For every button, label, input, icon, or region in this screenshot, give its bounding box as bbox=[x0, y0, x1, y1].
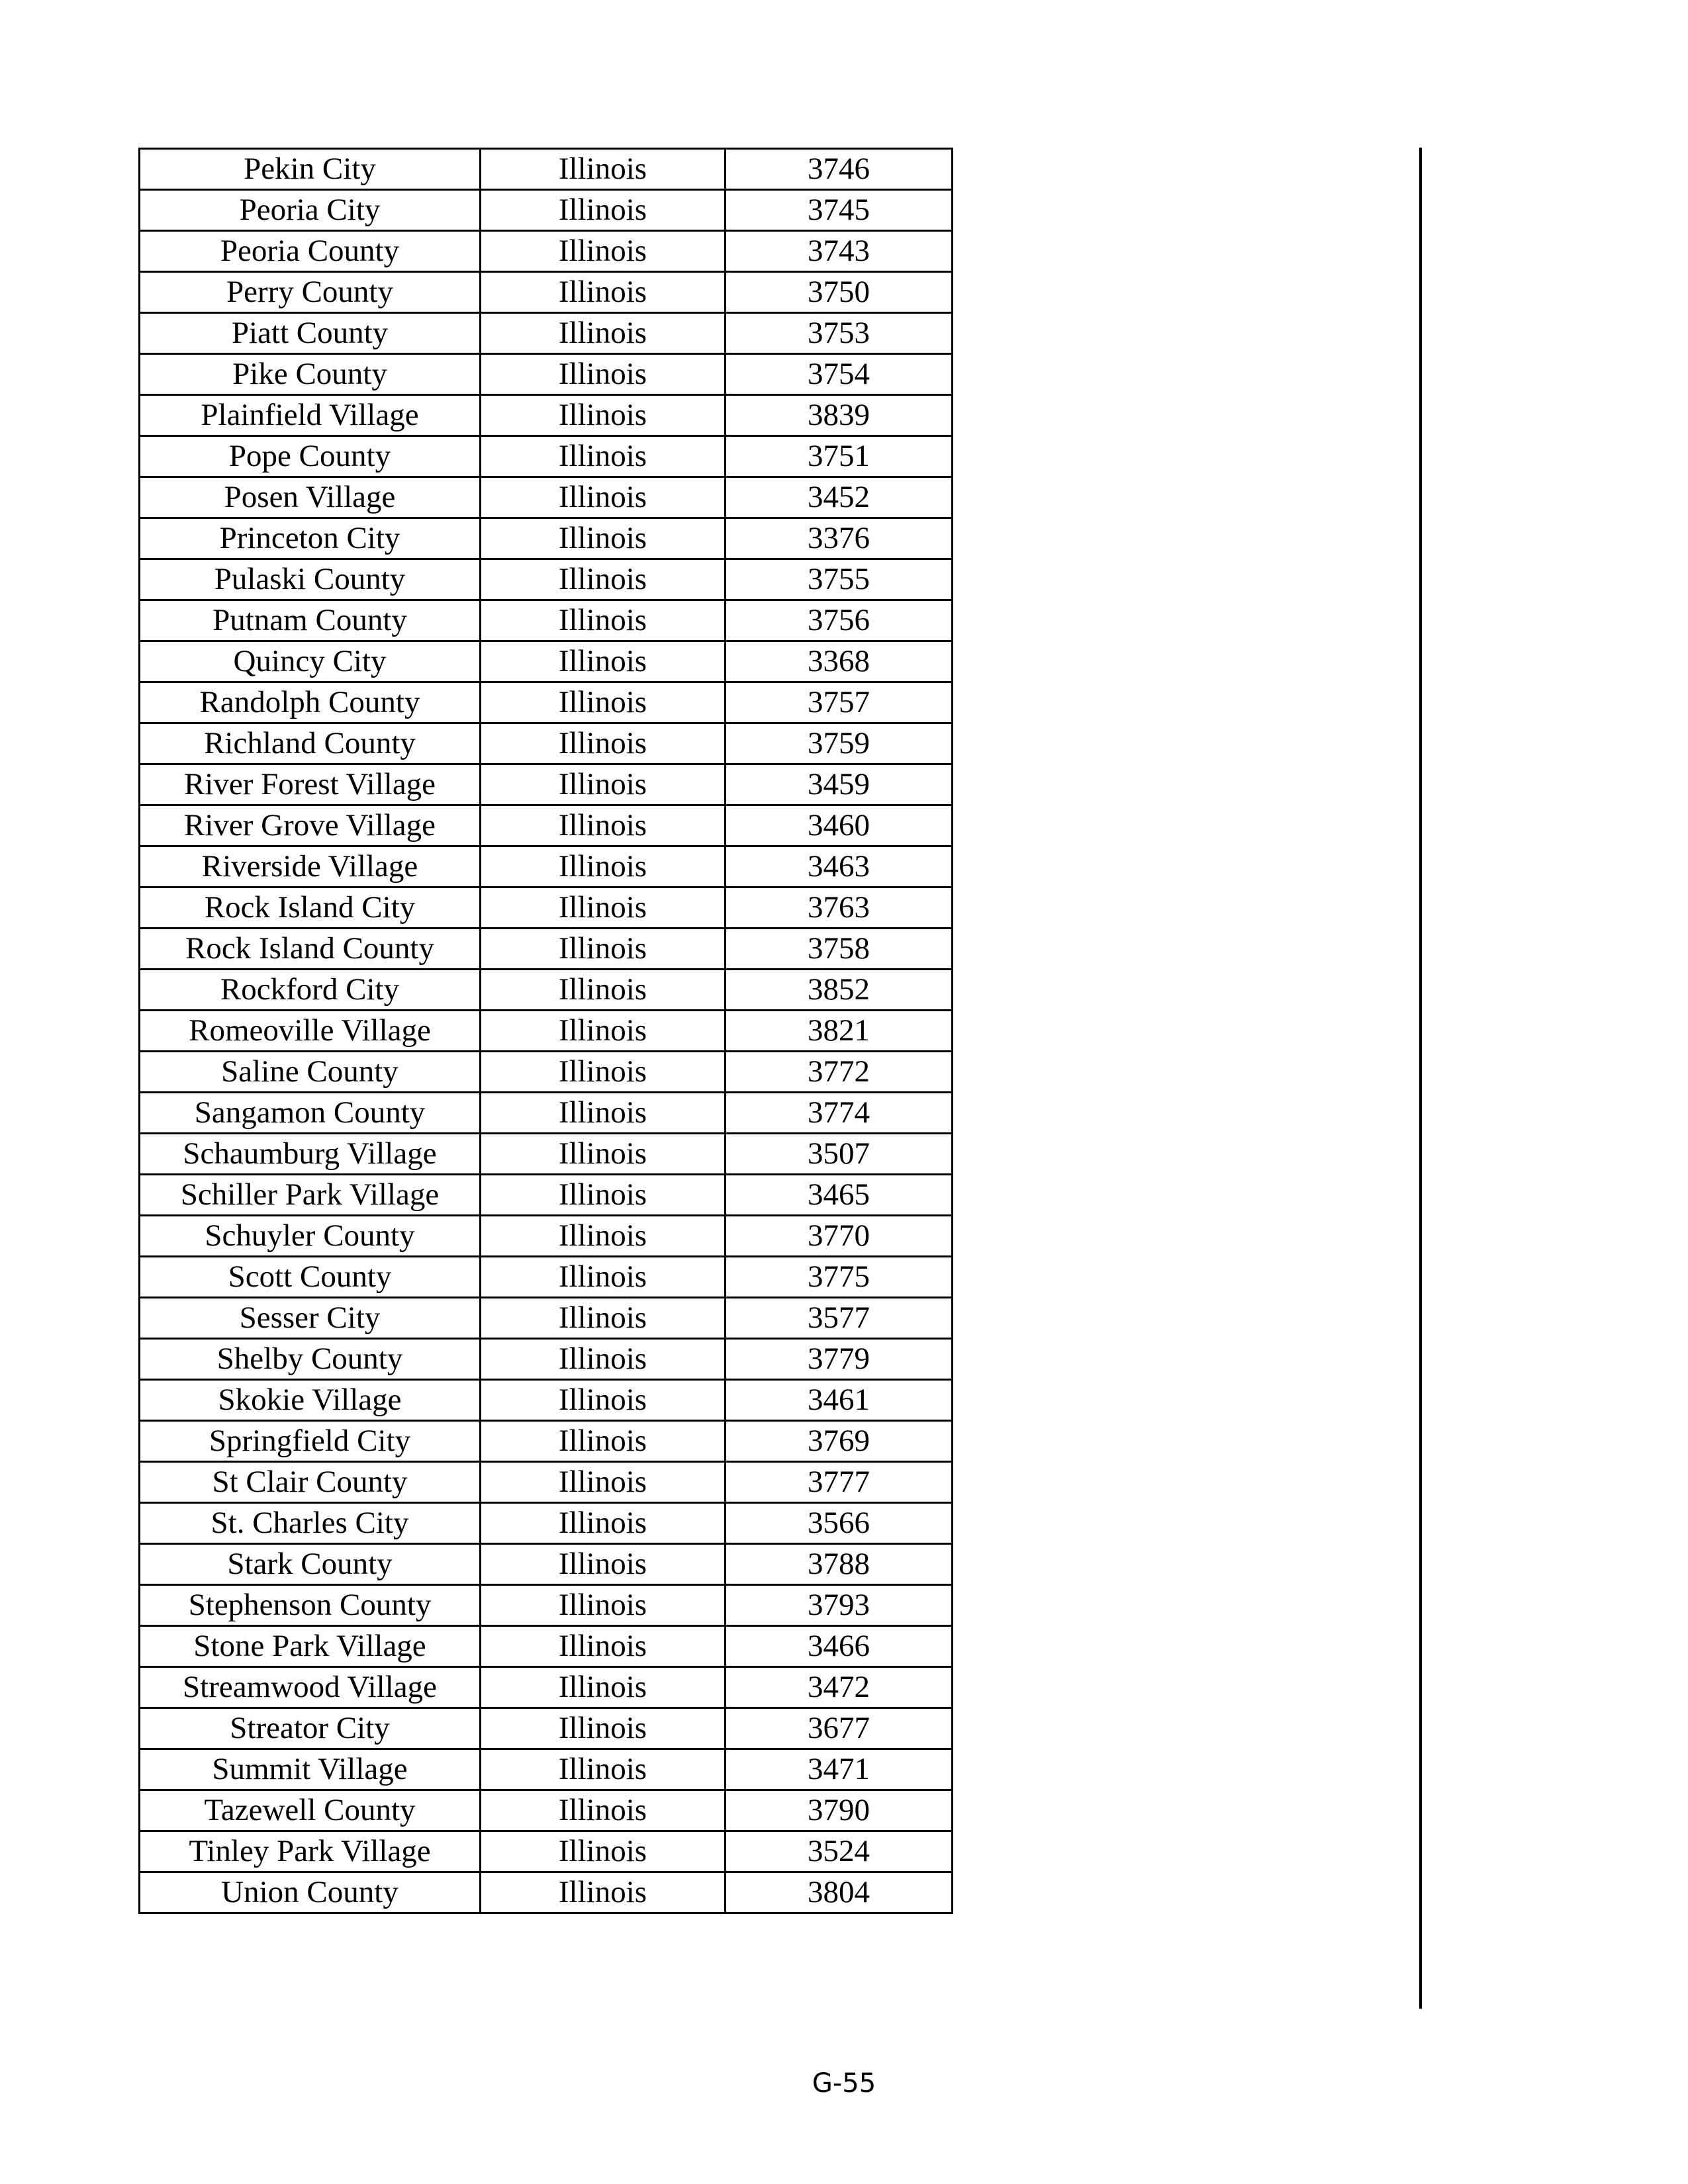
table-row bbox=[140, 1257, 953, 1298]
state-cell: Illinois bbox=[481, 518, 726, 559]
code-cell: 3471 bbox=[726, 1749, 953, 1790]
table-row bbox=[140, 1667, 953, 1708]
state-cell: Illinois bbox=[481, 1093, 726, 1134]
jurisdiction-name-cell: Pope County bbox=[140, 436, 481, 477]
state-cell: Illinois bbox=[481, 272, 726, 313]
code-cell: 3757 bbox=[726, 682, 953, 723]
state-cell: Illinois bbox=[481, 1462, 726, 1503]
state-cell: Illinois bbox=[481, 846, 726, 887]
table-row bbox=[140, 1790, 953, 1831]
jurisdiction-name-cell: Springfield City bbox=[140, 1421, 481, 1462]
state-cell: Illinois bbox=[481, 1052, 726, 1093]
code-cell: 3507 bbox=[726, 1134, 953, 1175]
code-cell: 3466 bbox=[726, 1626, 953, 1667]
code-cell: 3745 bbox=[726, 190, 953, 231]
right-vertical-rule bbox=[1419, 148, 1422, 2009]
jurisdiction-table bbox=[138, 148, 953, 1914]
code-cell: 3452 bbox=[726, 477, 953, 518]
code-cell: 3777 bbox=[726, 1462, 953, 1503]
state-cell: Illinois bbox=[481, 190, 726, 231]
code-cell: 3779 bbox=[726, 1339, 953, 1380]
code-cell: 3463 bbox=[726, 846, 953, 887]
table-row bbox=[140, 149, 953, 190]
jurisdiction-name-cell: Romeoville Village bbox=[140, 1011, 481, 1052]
jurisdiction-name-cell: Schuyler County bbox=[140, 1216, 481, 1257]
jurisdiction-name-cell: River Grove Village bbox=[140, 805, 481, 846]
code-cell: 3472 bbox=[726, 1667, 953, 1708]
state-cell: Illinois bbox=[481, 354, 726, 395]
jurisdiction-name-cell: Princeton City bbox=[140, 518, 481, 559]
table-row bbox=[140, 1503, 953, 1544]
state-cell: Illinois bbox=[481, 970, 726, 1011]
code-cell: 3750 bbox=[726, 272, 953, 313]
jurisdiction-name-cell: Rock Island City bbox=[140, 887, 481, 929]
jurisdiction-name-cell: Sangamon County bbox=[140, 1093, 481, 1134]
code-cell: 3793 bbox=[726, 1585, 953, 1626]
table-row bbox=[140, 559, 953, 600]
state-cell: Illinois bbox=[481, 1872, 726, 1913]
jurisdiction-name-cell: Randolph County bbox=[140, 682, 481, 723]
state-cell: Illinois bbox=[481, 1380, 726, 1421]
code-cell: 3459 bbox=[726, 764, 953, 805]
state-cell: Illinois bbox=[481, 559, 726, 600]
code-cell: 3751 bbox=[726, 436, 953, 477]
state-cell: Illinois bbox=[481, 600, 726, 641]
jurisdiction-name-cell: Tinley Park Village bbox=[140, 1831, 481, 1872]
code-cell: 3763 bbox=[726, 887, 953, 929]
table-row bbox=[140, 477, 953, 518]
code-cell: 3465 bbox=[726, 1175, 953, 1216]
jurisdiction-name-cell: Pike County bbox=[140, 354, 481, 395]
state-cell: Illinois bbox=[481, 723, 726, 764]
code-cell: 3566 bbox=[726, 1503, 953, 1544]
jurisdiction-name-cell: Riverside Village bbox=[140, 846, 481, 887]
table-row bbox=[140, 1831, 953, 1872]
table-row bbox=[140, 1298, 953, 1339]
jurisdiction-name-cell: Putnam County bbox=[140, 600, 481, 641]
code-cell: 3368 bbox=[726, 641, 953, 682]
state-cell: Illinois bbox=[481, 1749, 726, 1790]
table-row bbox=[140, 190, 953, 231]
jurisdiction-name-cell: Streator City bbox=[140, 1708, 481, 1749]
code-cell: 3376 bbox=[726, 518, 953, 559]
table-row bbox=[140, 1175, 953, 1216]
state-cell: Illinois bbox=[481, 1544, 726, 1585]
jurisdiction-name-cell: Scott County bbox=[140, 1257, 481, 1298]
state-cell: Illinois bbox=[481, 887, 726, 929]
state-cell: Illinois bbox=[481, 764, 726, 805]
code-cell: 3758 bbox=[726, 929, 953, 970]
table-row bbox=[140, 231, 953, 272]
code-cell: 3769 bbox=[726, 1421, 953, 1462]
state-cell: Illinois bbox=[481, 1667, 726, 1708]
code-cell: 3460 bbox=[726, 805, 953, 846]
table-row bbox=[140, 1626, 953, 1667]
table-row bbox=[140, 887, 953, 929]
jurisdiction-name-cell: Union County bbox=[140, 1872, 481, 1913]
code-cell: 3852 bbox=[726, 970, 953, 1011]
table-row bbox=[140, 600, 953, 641]
table-row bbox=[140, 1380, 953, 1421]
table-row bbox=[140, 1134, 953, 1175]
state-cell: Illinois bbox=[481, 1626, 726, 1667]
jurisdiction-name-cell: St. Charles City bbox=[140, 1503, 481, 1544]
jurisdiction-name-cell: Richland County bbox=[140, 723, 481, 764]
jurisdiction-name-cell: Pekin City bbox=[140, 149, 481, 190]
table-row bbox=[140, 1585, 953, 1626]
state-cell: Illinois bbox=[481, 1708, 726, 1749]
jurisdiction-name-cell: Skokie Village bbox=[140, 1380, 481, 1421]
jurisdiction-name-cell: Schiller Park Village bbox=[140, 1175, 481, 1216]
state-cell: Illinois bbox=[481, 1216, 726, 1257]
table-row bbox=[140, 1093, 953, 1134]
state-cell: Illinois bbox=[481, 1298, 726, 1339]
table-row bbox=[140, 313, 953, 354]
jurisdiction-name-cell: Perry County bbox=[140, 272, 481, 313]
table-row bbox=[140, 1708, 953, 1749]
code-cell: 3790 bbox=[726, 1790, 953, 1831]
jurisdiction-table-body bbox=[140, 149, 953, 1913]
state-cell: Illinois bbox=[481, 641, 726, 682]
jurisdiction-name-cell: Stark County bbox=[140, 1544, 481, 1585]
jurisdiction-name-cell: Tazewell County bbox=[140, 1790, 481, 1831]
state-cell: Illinois bbox=[481, 395, 726, 436]
table-row bbox=[140, 1052, 953, 1093]
code-cell: 3746 bbox=[726, 149, 953, 190]
state-cell: Illinois bbox=[481, 929, 726, 970]
jurisdiction-name-cell: Sesser City bbox=[140, 1298, 481, 1339]
table-row bbox=[140, 1749, 953, 1790]
state-cell: Illinois bbox=[481, 313, 726, 354]
jurisdiction-name-cell: Piatt County bbox=[140, 313, 481, 354]
table-row bbox=[140, 970, 953, 1011]
code-cell: 3756 bbox=[726, 600, 953, 641]
table-row bbox=[140, 1544, 953, 1585]
code-cell: 3774 bbox=[726, 1093, 953, 1134]
table-row bbox=[140, 436, 953, 477]
state-cell: Illinois bbox=[481, 1831, 726, 1872]
jurisdiction-name-cell: Peoria City bbox=[140, 190, 481, 231]
table-row bbox=[140, 1011, 953, 1052]
jurisdiction-name-cell: Stephenson County bbox=[140, 1585, 481, 1626]
table-row bbox=[140, 641, 953, 682]
table-row bbox=[140, 723, 953, 764]
code-cell: 3461 bbox=[726, 1380, 953, 1421]
jurisdiction-name-cell: Rock Island County bbox=[140, 929, 481, 970]
table-row bbox=[140, 354, 953, 395]
state-cell: Illinois bbox=[481, 1134, 726, 1175]
table-row bbox=[140, 1872, 953, 1913]
code-cell: 3770 bbox=[726, 1216, 953, 1257]
code-cell: 3753 bbox=[726, 313, 953, 354]
jurisdiction-name-cell: Rockford City bbox=[140, 970, 481, 1011]
table-row bbox=[140, 1339, 953, 1380]
state-cell: Illinois bbox=[481, 231, 726, 272]
state-cell: Illinois bbox=[481, 805, 726, 846]
code-cell: 3759 bbox=[726, 723, 953, 764]
code-cell: 3743 bbox=[726, 231, 953, 272]
table-row bbox=[140, 518, 953, 559]
state-cell: Illinois bbox=[481, 436, 726, 477]
code-cell: 3804 bbox=[726, 1872, 953, 1913]
table-row bbox=[140, 272, 953, 313]
state-cell: Illinois bbox=[481, 1790, 726, 1831]
jurisdiction-name-cell: Schaumburg Village bbox=[140, 1134, 481, 1175]
code-cell: 3524 bbox=[726, 1831, 953, 1872]
jurisdiction-name-cell: Summit Village bbox=[140, 1749, 481, 1790]
state-cell: Illinois bbox=[481, 1339, 726, 1380]
table-row bbox=[140, 1462, 953, 1503]
code-cell: 3577 bbox=[726, 1298, 953, 1339]
table-row bbox=[140, 395, 953, 436]
state-cell: Illinois bbox=[481, 1503, 726, 1544]
code-cell: 3677 bbox=[726, 1708, 953, 1749]
jurisdiction-name-cell: Pulaski County bbox=[140, 559, 481, 600]
state-cell: Illinois bbox=[481, 1257, 726, 1298]
jurisdiction-name-cell: River Forest Village bbox=[140, 764, 481, 805]
code-cell: 3755 bbox=[726, 559, 953, 600]
table-row bbox=[140, 1216, 953, 1257]
table-row bbox=[140, 682, 953, 723]
jurisdiction-name-cell: St Clair County bbox=[140, 1462, 481, 1503]
jurisdiction-name-cell: Stone Park Village bbox=[140, 1626, 481, 1667]
code-cell: 3754 bbox=[726, 354, 953, 395]
code-cell: 3788 bbox=[726, 1544, 953, 1585]
state-cell: Illinois bbox=[481, 1175, 726, 1216]
jurisdiction-name-cell: Saline County bbox=[140, 1052, 481, 1093]
table-row bbox=[140, 805, 953, 846]
jurisdiction-name-cell: Peoria County bbox=[140, 231, 481, 272]
state-cell: Illinois bbox=[481, 477, 726, 518]
table-row bbox=[140, 846, 953, 887]
code-cell: 3839 bbox=[726, 395, 953, 436]
table-row bbox=[140, 1421, 953, 1462]
state-cell: Illinois bbox=[481, 1011, 726, 1052]
jurisdiction-name-cell: Plainfield Village bbox=[140, 395, 481, 436]
jurisdiction-name-cell: Posen Village bbox=[140, 477, 481, 518]
jurisdiction-name-cell: Quincy City bbox=[140, 641, 481, 682]
code-cell: 3775 bbox=[726, 1257, 953, 1298]
state-cell: Illinois bbox=[481, 149, 726, 190]
code-cell: 3821 bbox=[726, 1011, 953, 1052]
state-cell: Illinois bbox=[481, 682, 726, 723]
state-cell: Illinois bbox=[481, 1421, 726, 1462]
code-cell: 3772 bbox=[726, 1052, 953, 1093]
state-cell: Illinois bbox=[481, 1585, 726, 1626]
page-number: G-55 bbox=[812, 2068, 876, 2099]
table-row bbox=[140, 764, 953, 805]
jurisdiction-name-cell: Shelby County bbox=[140, 1339, 481, 1380]
table-row bbox=[140, 929, 953, 970]
jurisdiction-name-cell: Streamwood Village bbox=[140, 1667, 481, 1708]
